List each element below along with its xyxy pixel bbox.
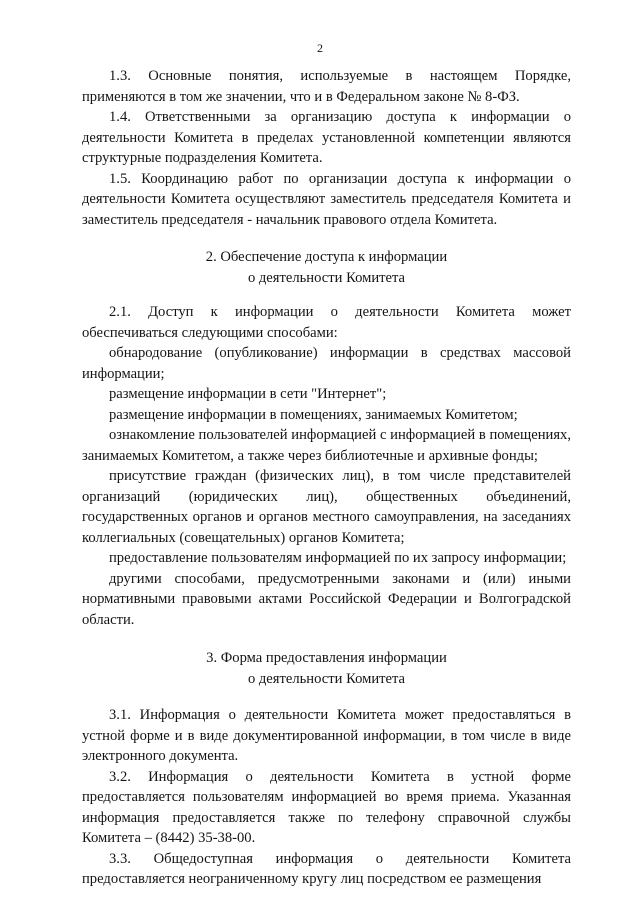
list-item-on-request: предоставление пользователям информацией по их запросу информации; [109,550,567,566]
section-3-heading-line-1: 3. Форма предоставления информации [206,650,447,666]
page-number: 2 [317,41,323,55]
paragraph-1-4: 1.4. Ответственными за организацию доступа к информации о деятельности Комитета в пределах установленной компетенции являются структурные подразделения Комитета. [82,109,571,166]
paragraph-3-3: 3.3. Общедоступная информация о деятельности Комитета предоставляется неограниченному кругу лиц посредством ее размещения [82,850,571,887]
list-item-internet: размещение информации в сети "Интернет"; [109,386,387,402]
document-body [82,66,571,890]
paragraph-1-5: 1.5. Координацию работ по организации доступа к информации о деятельности Комитета осуществляют заместитель председателя Комитета и заместитель председателя - начальник правового отдела Комитета. [82,170,571,228]
paragraph-1-3: 1.3. Основные понятия, используемые в настоящем Порядке, применяются в том же значении, что и в Федеральном законе № 8-ФЗ. [82,68,571,105]
paragraph-3-2: 3.2. Информация о деятельности Комитета в устной форме предоставляется пользователям информацией во время приема. Указанная информация предоставляется также по телефону справочной службы Комитета – (8442) 35-38-00. [82,768,571,846]
section-3-heading-line-2: о деятельности Комитета [247,670,406,687]
list-item-attendance: присутствие граждан (физических лиц), в том числе представителей организаций (юридических лиц), общественных объединений, государственных органов и органов местного самоуправления, на заседаниях коллегиальных (совещательных) органов Комитета; [82,468,571,546]
section-2-heading-line-2: о деятельности Комитета [247,269,406,286]
paragraph-3-1: 3.1. Информация о деятельности Комитета может предоставляться в устной форме и в виде документированной информации, в том числе в виде электронного документа. [82,707,571,764]
list-item-premises: размещение информации в помещениях, занимаемых Комитетом; [109,406,518,423]
paragraph-2-1: 2.1. Доступ к информации о деятельности Комитета может обеспечиваться следующими способами: [82,304,571,341]
section-2-heading [82,247,571,288]
list-item-mass-media: обнародование (опубликование) информации в средствах массовой информации; [82,345,571,382]
list-item-other-methods: другими способами, предусмотренными законами и (или) иными нормативными правовыми актами Российской Федерации и Волгоградской области. [82,570,571,628]
list-item-familiarization: ознакомление пользователей информацией с информацией в помещениях, занимаемых Комитетом, а также через библиотечные и архивные фонды; [82,427,571,464]
section-2-heading-line-1: 2. Обеспечение доступа к информации [205,249,448,265]
section-3-heading [82,648,571,689]
